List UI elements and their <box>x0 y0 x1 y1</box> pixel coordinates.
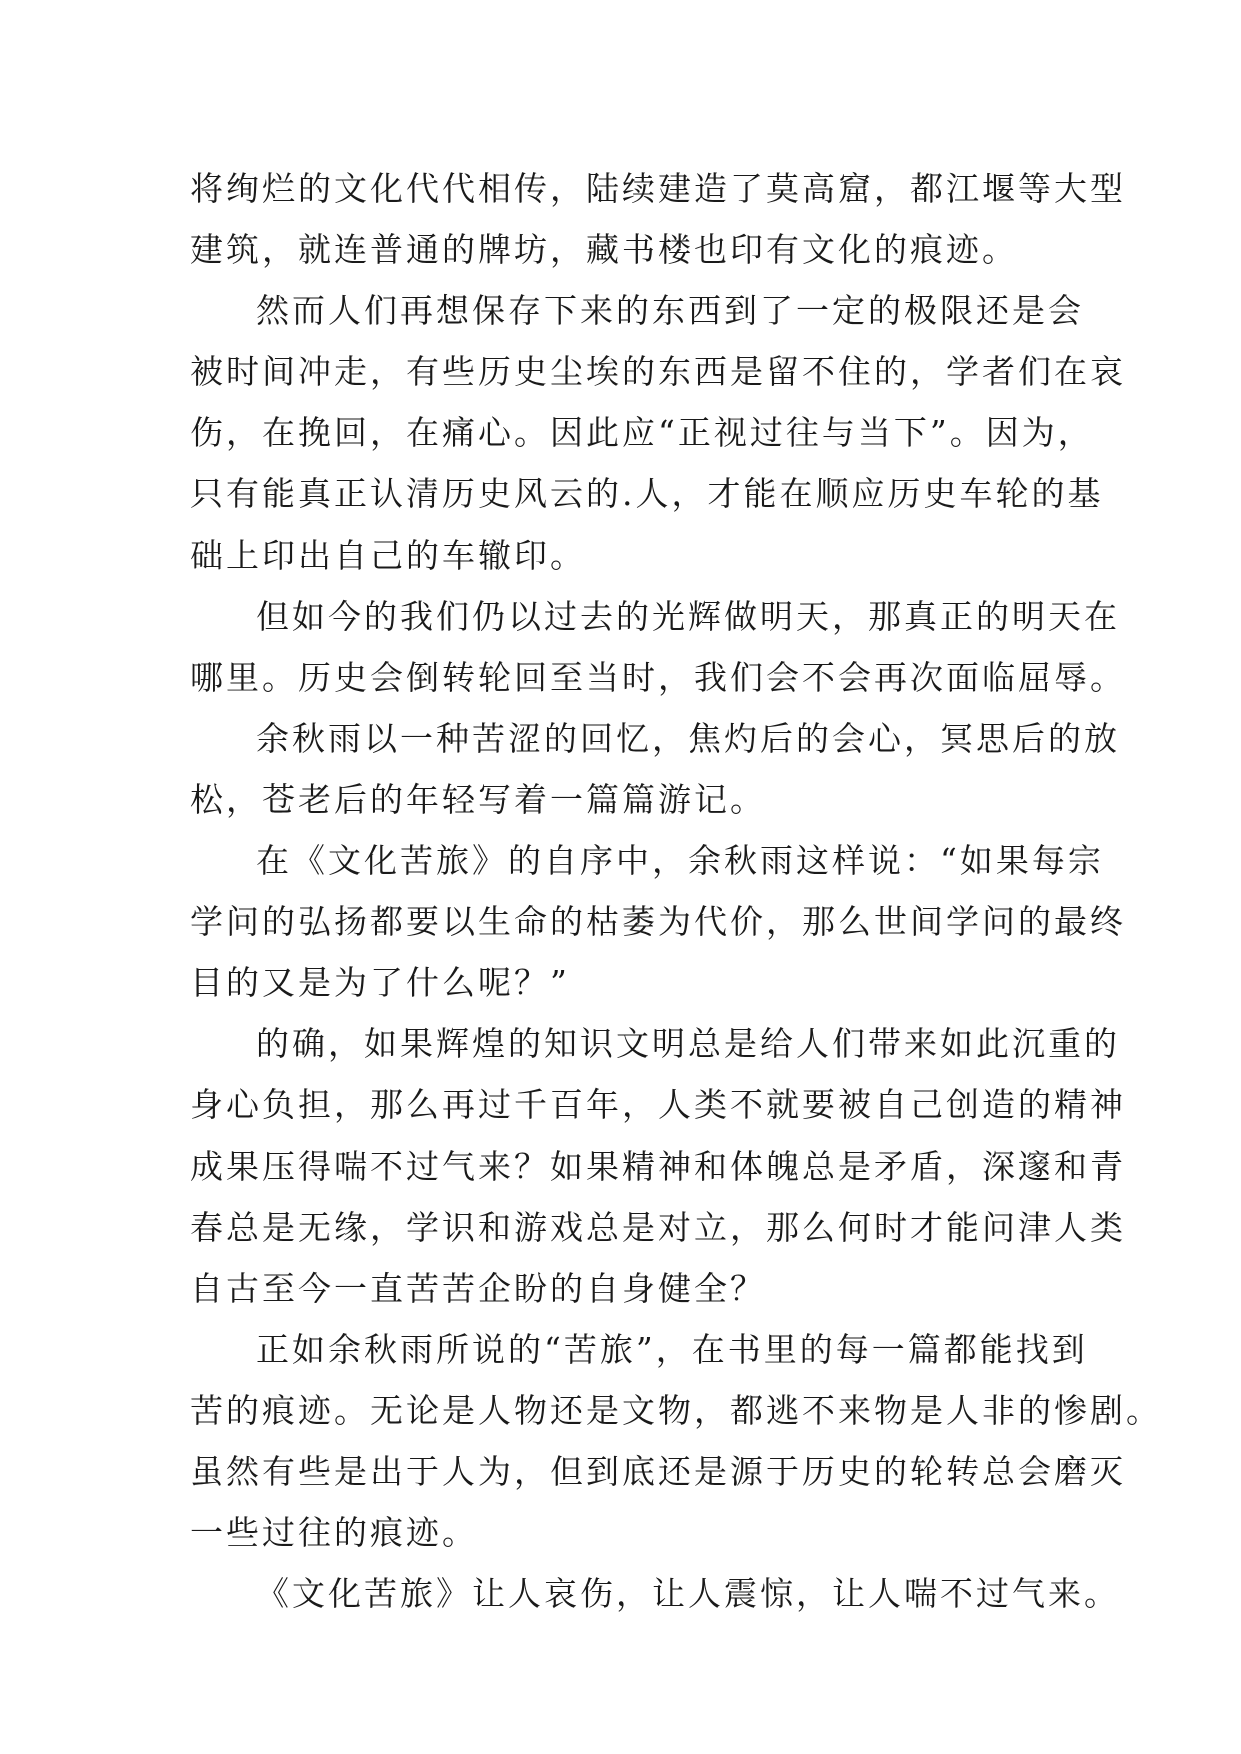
text-line: 在《文化苦旅》的自序中，余秋雨这样说：“如果每宗 <box>256 841 1104 881</box>
text-line: 目的又是为了什么呢？” <box>190 963 570 1003</box>
text-line: 但如今的我们仍以过去的光辉做明天，那真正的明天在 <box>256 596 1120 636</box>
text-line: 的确，如果辉煌的知识文明总是给人们带来如此沉重的 <box>256 1024 1120 1064</box>
document-body <box>190 158 1162 1624</box>
text-line: 础上印出自己的车辙印。 <box>190 535 586 575</box>
text-line: 建筑，就连普通的牌坊，藏书楼也印有文化的痕迹。 <box>190 230 1018 270</box>
text-line: 松，苍老后的年轻写着一篇篇游记。 <box>190 779 766 819</box>
text-line: 被时间冲走，有些历史尘埃的东西是留不住的，学者们在哀 <box>190 352 1126 392</box>
text-line: 身心负担，那么再过千百年，人类不就要被自己创造的精神 <box>190 1085 1126 1125</box>
text-line: 伤，在挽回，在痛心。因此应“正视过往与当下”。因为， <box>190 413 1094 453</box>
text-line: 春总是无缘，学识和游戏总是对立，那么何时才能问津人类 <box>190 1207 1126 1247</box>
text-line: 将绚烂的文化代代相传，陆续建造了莫高窟，都江堰等大型 <box>190 169 1126 208</box>
text-line: 一些过往的痕迹。 <box>190 1513 478 1553</box>
text-line: 只有能真正认清历史风云的.人，才能在顺应历史车轮的基 <box>190 474 1104 514</box>
text-line: 苦的痕迹。无论是人物还是文物，都逃不来物是人非的惨剧。 <box>190 1390 1162 1430</box>
text-line: 正如余秋雨所说的“苦旅”，在书里的每一篇都能找到 <box>256 1329 1088 1369</box>
text-line: 《文化苦旅》让人哀伤，让人震惊，让人喘不过气来。 <box>256 1574 1120 1614</box>
text-line: 自古至今一直苦苦企盼的自身健全？ <box>190 1268 766 1308</box>
text-line: 然而人们再想保存下来的东西到了一定的极限还是会 <box>256 291 1084 331</box>
text-line: 学问的弘扬都要以生命的枯萎为代价，那么世间学问的最终 <box>190 902 1126 942</box>
text-line: 虽然有些是出于人为，但到底还是源于历史的轮转总会磨灭 <box>190 1451 1126 1491</box>
text-line: 余秋雨以一种苦涩的回忆，焦灼后的会心，冥思后的放 <box>256 718 1120 758</box>
text-line: 成果压得喘不过气来？如果精神和体魄总是矛盾，深邃和青 <box>190 1146 1126 1186</box>
text-line: 哪里。历史会倒转轮回至当时，我们会不会再次面临屈辱。 <box>190 657 1126 697</box>
